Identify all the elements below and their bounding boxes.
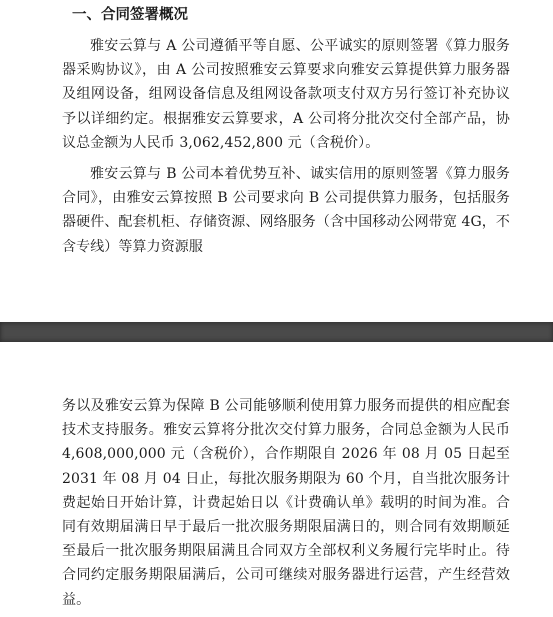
- page-break-divider: [0, 322, 553, 342]
- paragraph-b-company-contract: 雅安云算与 B 公司本着优势互补、诚实信用的原则签署《算力服务合同》，由雅安云算按照 B 公司要求向 B 公司提供算力服务，包括服务器硬件、配套机柜、存储资源、网络服务（含中国移动公网带宽 4G，不含专线）等算力资源服: [62, 166, 510, 255]
- paragraph-b-company-contract-continued: 务以及雅安云算为保障 B 公司能够顺利使用算力服务而提供的相应配套技术支持服务。雅安云算将分批次交付算力服务，合同总金额为人民币 4,608,000,000 元（含税价），合作期限自 2026 年 08 月 05 日起至 2031 年 08 月 04 日止，每批次服务期限为 60 个月，自当批次服务计费起始日开始计算，计费起始日以《计费确认单》载明的时间为准。合同有效期届满日早于最后一批次服务期限届满日的，则合同有效期顺延至最后一批次服务期限届满且合同双方全部权利义务履行完毕时止。待合同约定服务期限届满后，公司可继续对服务器进行运营，产生经营效益。: [62, 398, 510, 608]
- paragraph-a-company-agreement: 雅安云算与 A 公司遵循平等自愿、公平诚实的原则签署《算力服务器采购协议》，由 A 公司按照雅安云算要求向雅安云算提供算力服务器及组网设备，组网设备信息及组网设备款项支付双方另行签订补充协议予以详细约定。根据雅安云算要求，A 公司将分批次交付全部产品，协议总金额为人民币 3,062,452,800 元（含税价）。: [62, 38, 510, 151]
- section-heading: 一、合同签署概况: [72, 6, 188, 23]
